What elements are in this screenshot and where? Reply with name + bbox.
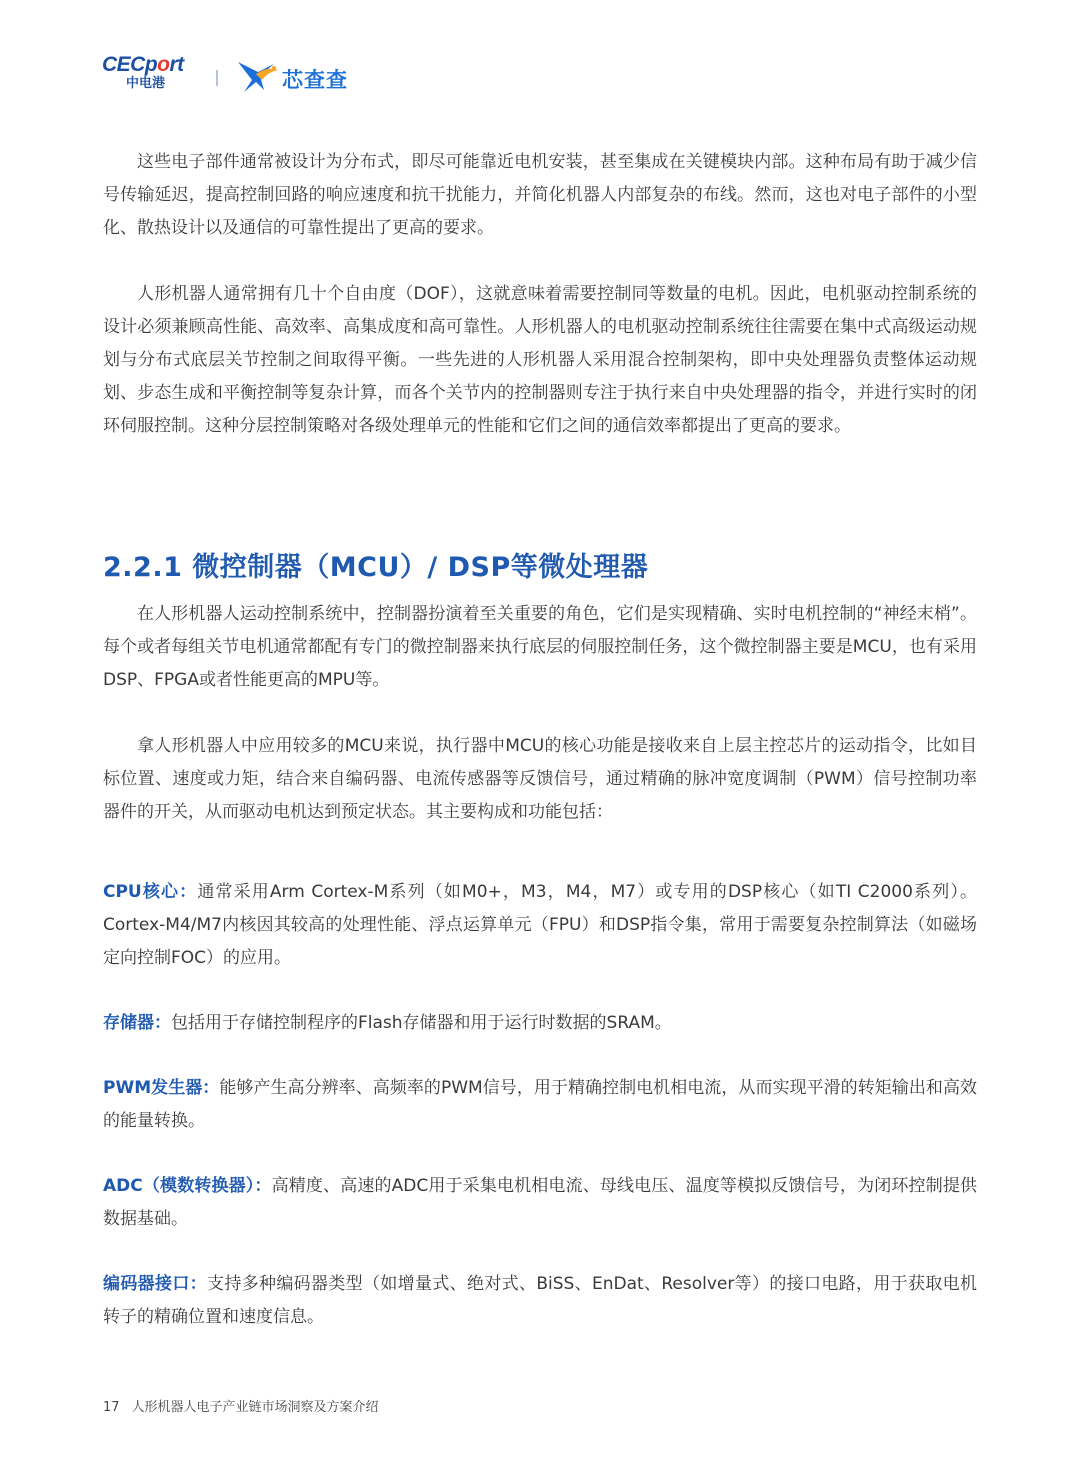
xinchacha-logo [234,56,454,96]
item-pwm [103,1072,977,1138]
item-label: CPU核心： [103,882,198,902]
logo-divider [216,70,218,86]
section-paragraph-2: 拿人形机器人中应用较多的MCU来说，执行器中MCU的核心功能是接收来自上层主控芯片的运动指令，比如目标位置、速度或力矩，结合来自编码器、电流传感器等反馈信号，通过精确的脉冲宽度调制（PWM）信号控制功率器件的开关，从而驱动电机达到预定状态。其主要构成和功能包括： [103,736,977,822]
item-text: 能够产生高分辨率、高频率的PWM信号，用于精确控制电机相电流，从而实现平滑的转矩输出和高效的能量转换。 [103,1078,977,1131]
page-number: 17 [103,1400,120,1415]
item-cpu-core [103,876,977,975]
item-memory [103,1007,977,1040]
footer-doc-title: 人形机器人电子产业链市场洞察及方案介绍 [131,1400,379,1415]
item-text: 支持多种编码器类型（如增量式、绝对式、BiSS、EnDat、Resolver等）的接口电路，用于获取电机转子的精确位置和速度信息。 [103,1274,978,1327]
section-title: 2.2.1 微控制器（MCU）/ DSP等微处理器 [103,552,649,583]
xinchacha-bird-icon [234,56,280,96]
intro-paragraph-2: 人形机器人通常拥有几十个自由度（DOF），这就意味着需要控制同等数量的电机。因此，电机驱动控制系统的设计必须兼顾高性能、高效率、高集成度和高可靠性。人形机器人的电机驱动控制系统往往需要在集中式高级运动规划与分布式底层关节控制之间取得平衡。一些先进的人形机器人采用混合控制架构，即中央处理器负责整体运动规划、步态生成和平衡控制等复杂计算，而各个关节内的控制器则专注于执行来自中央处理器的指令，并进行实时的闭环伺服控制。这种分层控制策略对各级处理单元的性能和它们之间的通信效率都提出了更高的要求。 [103,284,977,436]
section-paragraph-1: 在人形机器人运动控制系统中，控制器扮演着至关重要的角色，它们是实现精确、实时电机控制的“神经末梢”。每个或者每组关节电机通常都配有专门的微控制器来执行底层的伺服控制任务，这个微控制器主要是MCU，也有采用DSP、FPGA或者性能更高的MPU等。 [103,604,977,690]
item-text: 高精度、高速的ADC用于采集电机相电流、母线电压、温度等模拟反馈信号，为闭环控制提供数据基础。 [103,1176,977,1229]
xinchacha-logo-text: 芯查查 [282,68,348,92]
item-label: PWM发生器： [103,1078,220,1098]
item-label: 存储器： [103,1013,171,1033]
intro-paragraph-1: 这些电子部件通常被设计为分布式，即尽可能靠近电机安装，甚至集成在关键模块内部。这种布局有助于减少信号传输延迟，提高控制回路的响应速度和抗干扰能力，并简化机器人内部复杂的布线。然而，这也对电子部件的小型化、散热设计以及通信的可靠性提出了更高的要求。 [103,152,977,238]
page-footer [103,1396,379,1415]
item-text: 包括用于存储控制程序的Flash存储器和用于运行时数据的SRAM。 [171,1013,672,1033]
item-label: 编码器接口： [103,1274,208,1294]
cecport-logo-cn: 中电港 [126,76,166,91]
item-text: 通常采用Arm Cortex-M系列（如M0+，M3，M4，M7）或专用的DSP核心（如TI C2000系列）。Cortex-M4/M7内核因其较高的处理性能、浮点运算单元（FPU）和DSP指令集，常用于需要复杂控制算法（如磁场定向控制FOC）的应用。 [103,882,977,968]
item-encoder [103,1268,977,1334]
cecport-logo: CECport 中电港 [102,54,202,92]
item-label: ADC（模数转换器）： [103,1176,272,1196]
item-adc [103,1170,977,1236]
header [102,52,502,98]
